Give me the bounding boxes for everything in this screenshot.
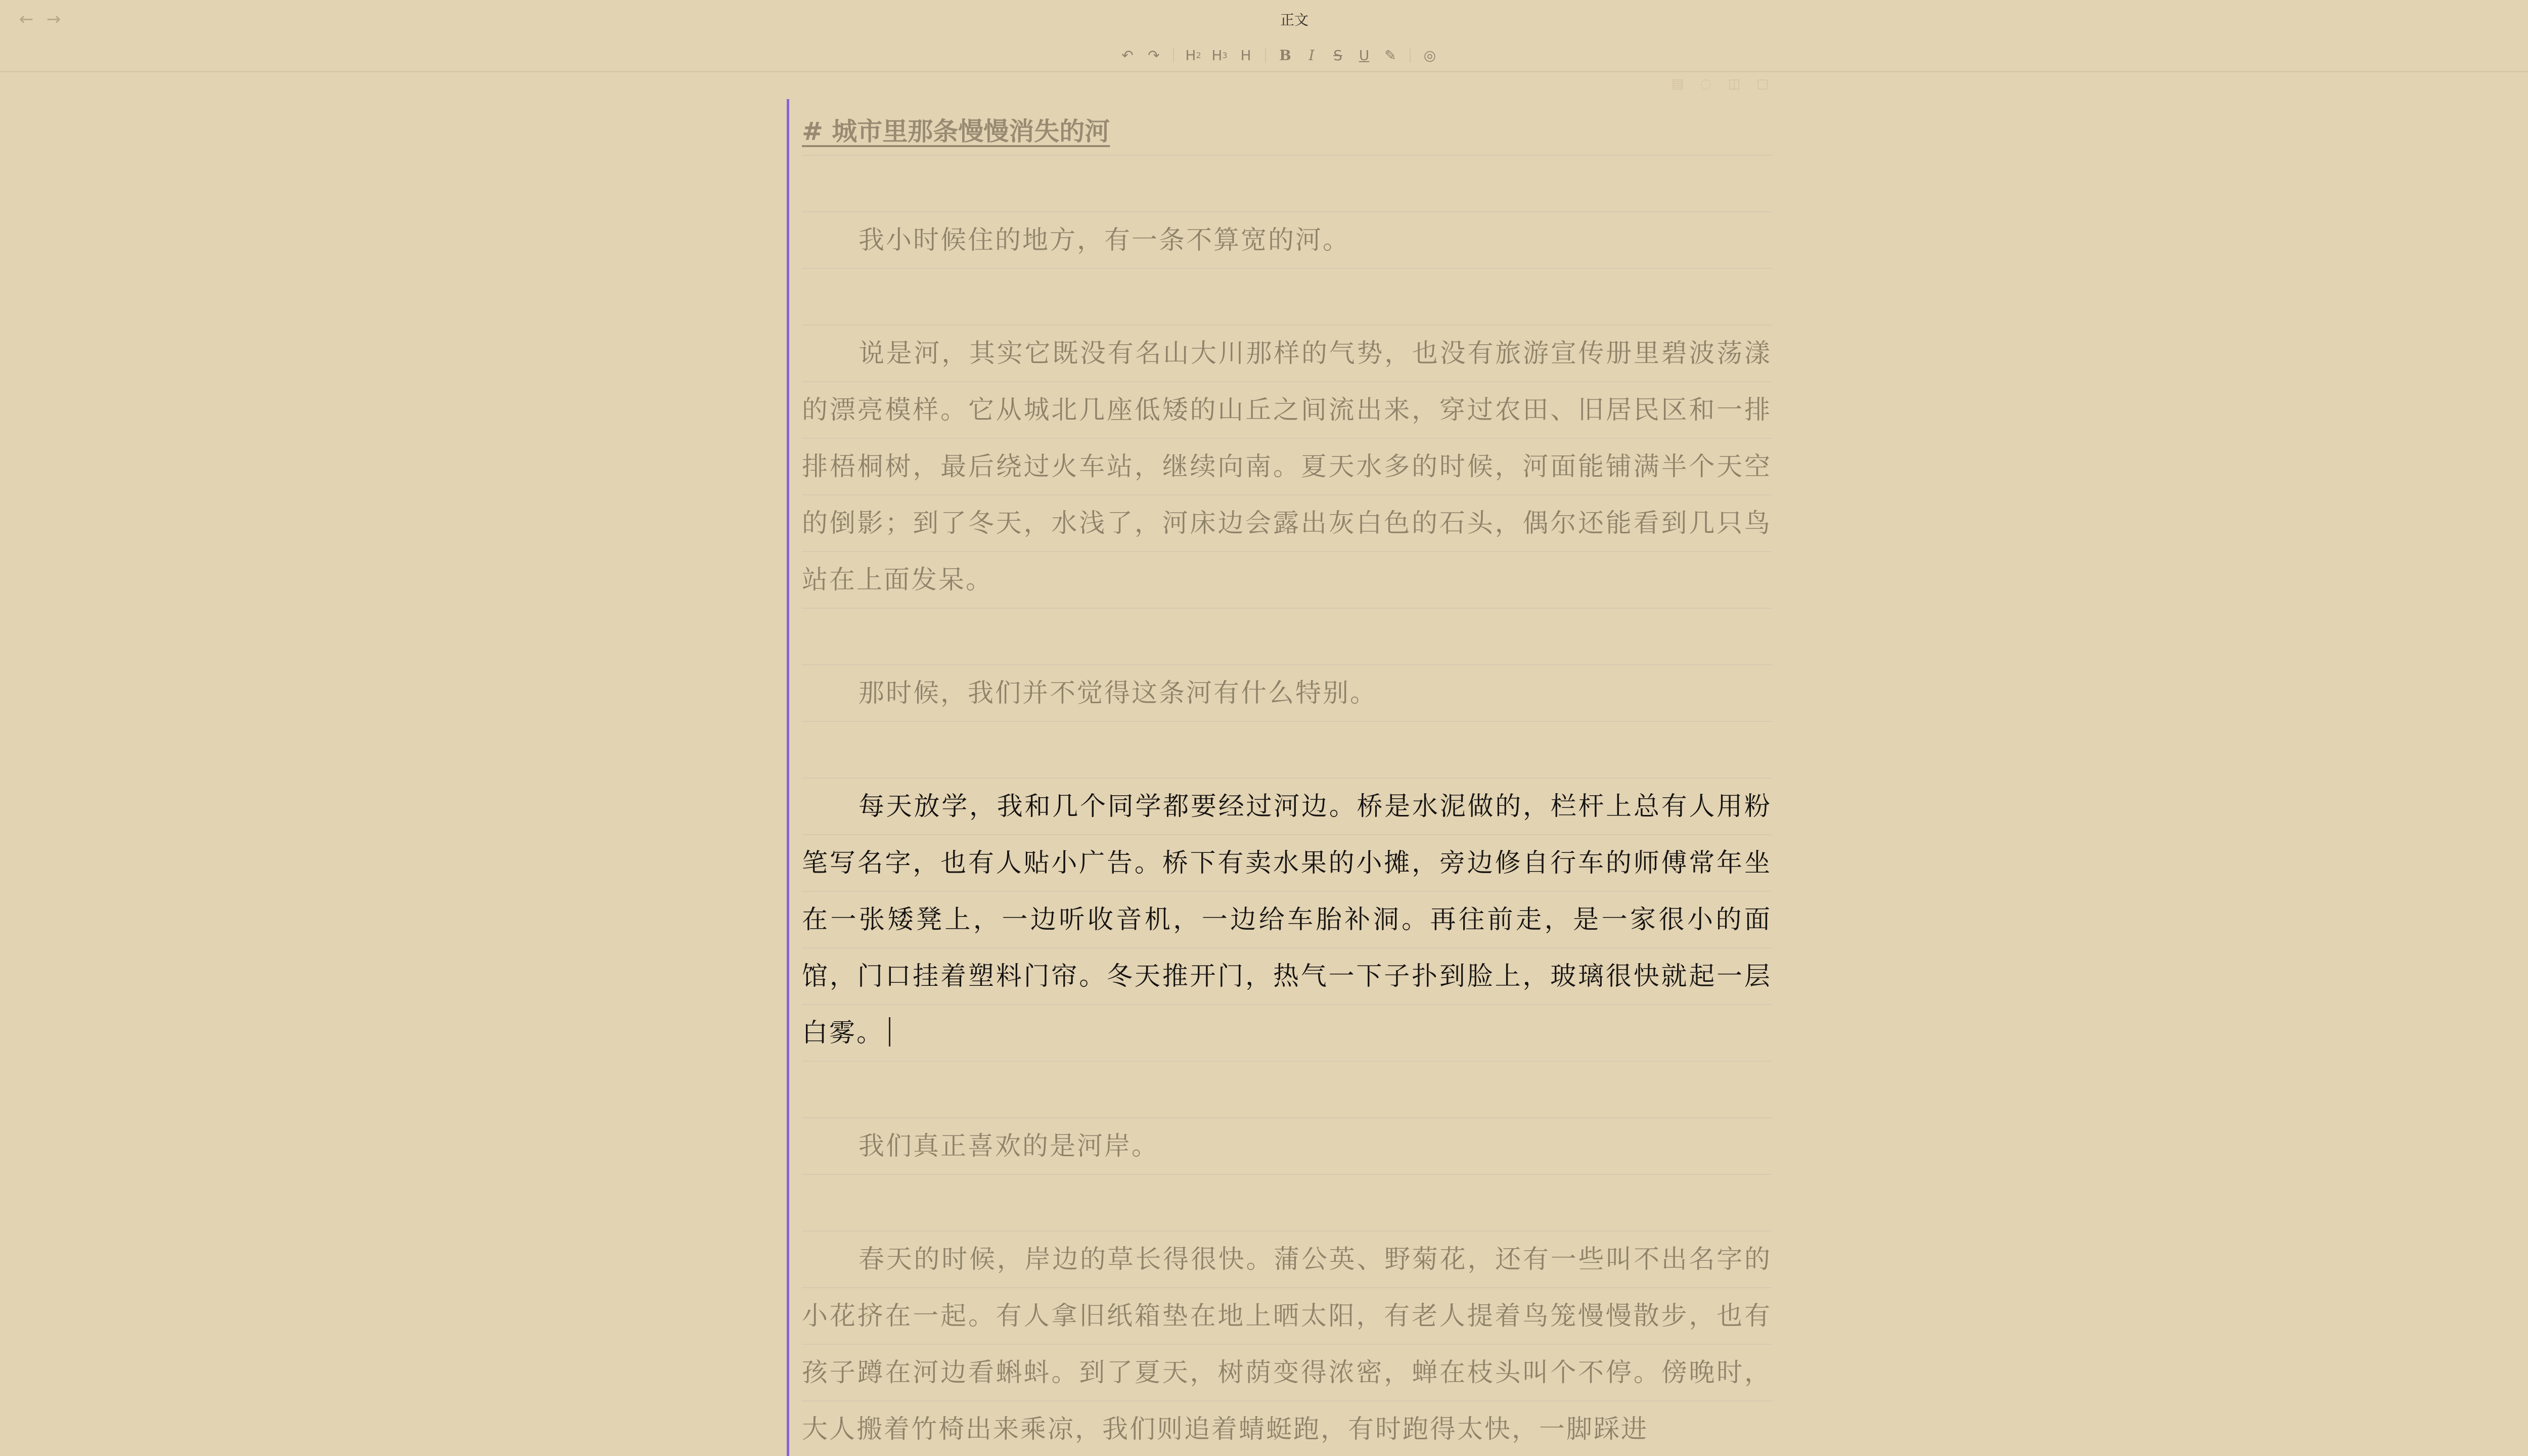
paragraph[interactable]: 我小时候住的地方，有一条不算宽的河。 [802, 212, 1772, 269]
outline-icon[interactable]: ▤ [1671, 76, 1684, 92]
editor-focus-bar [787, 99, 789, 1456]
view-mode-toolbar [1663, 75, 1777, 93]
heading-3-label: H [1211, 47, 1223, 64]
heading-2-button[interactable] [1180, 43, 1206, 67]
highlight-icon[interactable]: ✎ [1384, 47, 1396, 64]
active-paragraph-text: 每天放学，我和几个同学都要经过河边。桥是水泥做的，栏杆上总有人用粉笔写名字，也有人贴小广告。桥下有卖水果的小摊，旁边修自行车的师傅常年坐在一张矮凳上，一边听收音机，一边给车胎补洞。再往前走，是一家很小的面馆，门口挂着塑料门帘。冬天推开门，热气一下子扑到脸上，玻璃很快就起一层白雾。 [802, 792, 1772, 1048]
blank-line[interactable] [802, 156, 1772, 212]
undo-icon[interactable]: ↶ [1121, 47, 1134, 64]
heading-button[interactable]: H [1240, 47, 1251, 64]
heading-3-subscript: 3 [1222, 50, 1228, 60]
preview-icon[interactable]: ▢ [1756, 76, 1769, 92]
strikethrough-button[interactable]: S [1333, 47, 1342, 64]
toolbar-divider [1173, 48, 1174, 63]
blank-line[interactable] [802, 1175, 1772, 1232]
forward-arrow-icon[interactable]: → [46, 9, 61, 29]
back-arrow-icon[interactable]: ← [19, 9, 34, 29]
blank-line[interactable] [802, 609, 1772, 665]
blank-line[interactable] [802, 1062, 1772, 1118]
header-divider [0, 71, 2528, 72]
blank-line[interactable] [802, 722, 1772, 779]
heading-3-button[interactable] [1206, 43, 1233, 67]
heading-2-subscript: 2 [1196, 50, 1201, 60]
bold-button[interactable]: B [1279, 47, 1291, 64]
format-toolbar [1114, 43, 1443, 67]
paragraph[interactable]: 那时候，我们并不觉得这条河有什么特别。 [802, 665, 1772, 722]
color-palette-icon[interactable]: ◎ [1423, 47, 1436, 64]
focus-mode-icon[interactable]: ◌ [1700, 76, 1712, 92]
split-view-icon[interactable]: ◫ [1728, 76, 1741, 92]
paragraph[interactable]: 说是河，其实它既没有名山大川那样的气势，也没有旅游宣传册里碧波荡漾的漂亮模样。它从城北几座低矮的山丘之间流出来，穿过农田、旧居民区和一排排梧桐树，最后绕过火车站，继续向南。夏天水多的时候，河面能铺满半个天空的倒影；到了冬天，水浅了，河床边会露出灰白色的石头，偶尔还能看到几只鸟站在上面发呆。 [802, 326, 1772, 609]
paragraph[interactable]: 我们真正喜欢的是河岸。 [802, 1118, 1772, 1175]
toolbar-divider [1410, 48, 1411, 63]
toolbar-divider [1265, 48, 1266, 63]
paragraph[interactable]: 春天的时候，岸边的草长得很快。蒲公英、野菊花，还有一些叫不出名字的小花挤在一起。有人拿旧纸箱垫在地上晒太阳，有老人提着鸟笼慢慢散步，也有孩子蹲在河边看蝌蚪。到了夏天，树荫变得浓密，蝉在枝头叫个不停。傍晚时，大人搬着竹椅出来乘凉，我们则追着蜻蜓跑，有时跑得太快，一脚踩进 [802, 1232, 1772, 1456]
underline-button[interactable]: U [1359, 47, 1370, 64]
active-paragraph[interactable] [802, 779, 1772, 1062]
document-body[interactable] [802, 99, 1772, 1456]
title-bar [0, 0, 2528, 38]
italic-button[interactable]: I [1308, 47, 1315, 64]
document-heading[interactable]: # 城市里那条慢慢消失的河 [802, 99, 1772, 156]
text-cursor [889, 1017, 890, 1046]
blank-line[interactable] [802, 269, 1772, 326]
redo-icon[interactable]: ↷ [1148, 47, 1160, 64]
window-title: 正文 [1280, 12, 1308, 28]
heading-2-label: H [1185, 47, 1196, 64]
